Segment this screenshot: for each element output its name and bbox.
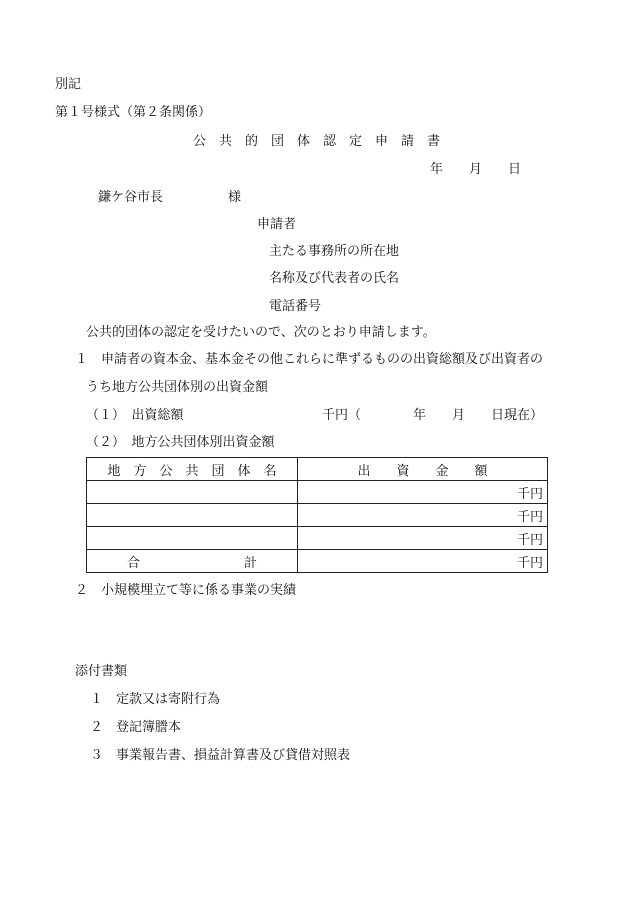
item1-sub1-label: （１） 出資総額	[86, 408, 184, 423]
total-label-cell: 合 計	[87, 550, 298, 573]
attachment-item: ２ 登記簿謄本	[90, 720, 182, 735]
document-title: 公 共 的 団 体 認 定 申 請 書	[193, 134, 441, 149]
table-total-row	[87, 550, 548, 573]
item1-line1: １ 申請者の資本金、基本金その他これらに準ずるものの出資総額及び出資者の	[75, 352, 544, 367]
header-municipality: 地 方 公 共 団 体 名	[87, 458, 298, 481]
intro-text: 公共的団体の認定を受けたいので、次のとおり申請します。	[86, 325, 436, 340]
addressee: 鎌ケ谷市長 様	[98, 190, 242, 205]
date-line: 年 月 日	[430, 162, 522, 177]
municipality-cell	[87, 527, 298, 550]
municipality-cell	[87, 504, 298, 527]
header-amount: 出 資 金 額	[298, 458, 548, 481]
applicant-phone-label: 電話番号	[269, 299, 322, 314]
table-row	[87, 504, 548, 527]
attachment-item: ３ 事業報告書、損益計算書及び貸借対照表	[90, 748, 351, 763]
municipality-cell	[87, 481, 298, 504]
table-header-row	[87, 458, 548, 481]
applicant-name-label: 名称及び代表者の氏名	[269, 271, 400, 286]
attachments-title: 添付書類	[75, 664, 128, 679]
investment-table	[86, 457, 548, 573]
item2-text: ２ 小規模埋立て等に係る事業の実績	[75, 583, 297, 598]
amount-cell: 千円	[298, 481, 548, 504]
applicant-address-label: 主たる事務所の所在地	[269, 244, 400, 259]
item1-sub1-value: 千円（ 年 月 日現在）	[322, 408, 544, 423]
table-row	[87, 481, 548, 504]
applicant-label: 申請者	[257, 217, 297, 232]
item1-line2: うち地方公共団体別の出資金額	[86, 380, 269, 395]
amount-cell: 千円	[298, 527, 548, 550]
amount-cell: 千円	[298, 504, 548, 527]
table-row	[87, 527, 548, 550]
form-number: 第１号様式（第２条関係）	[55, 105, 212, 120]
annex-label: 別記	[55, 77, 82, 92]
attachment-item: １ 定款又は寄附行為	[90, 692, 221, 707]
item1-sub2-label: （２） 地方公共団体別出資金額	[86, 435, 275, 450]
total-amount-cell: 千円	[298, 550, 548, 573]
